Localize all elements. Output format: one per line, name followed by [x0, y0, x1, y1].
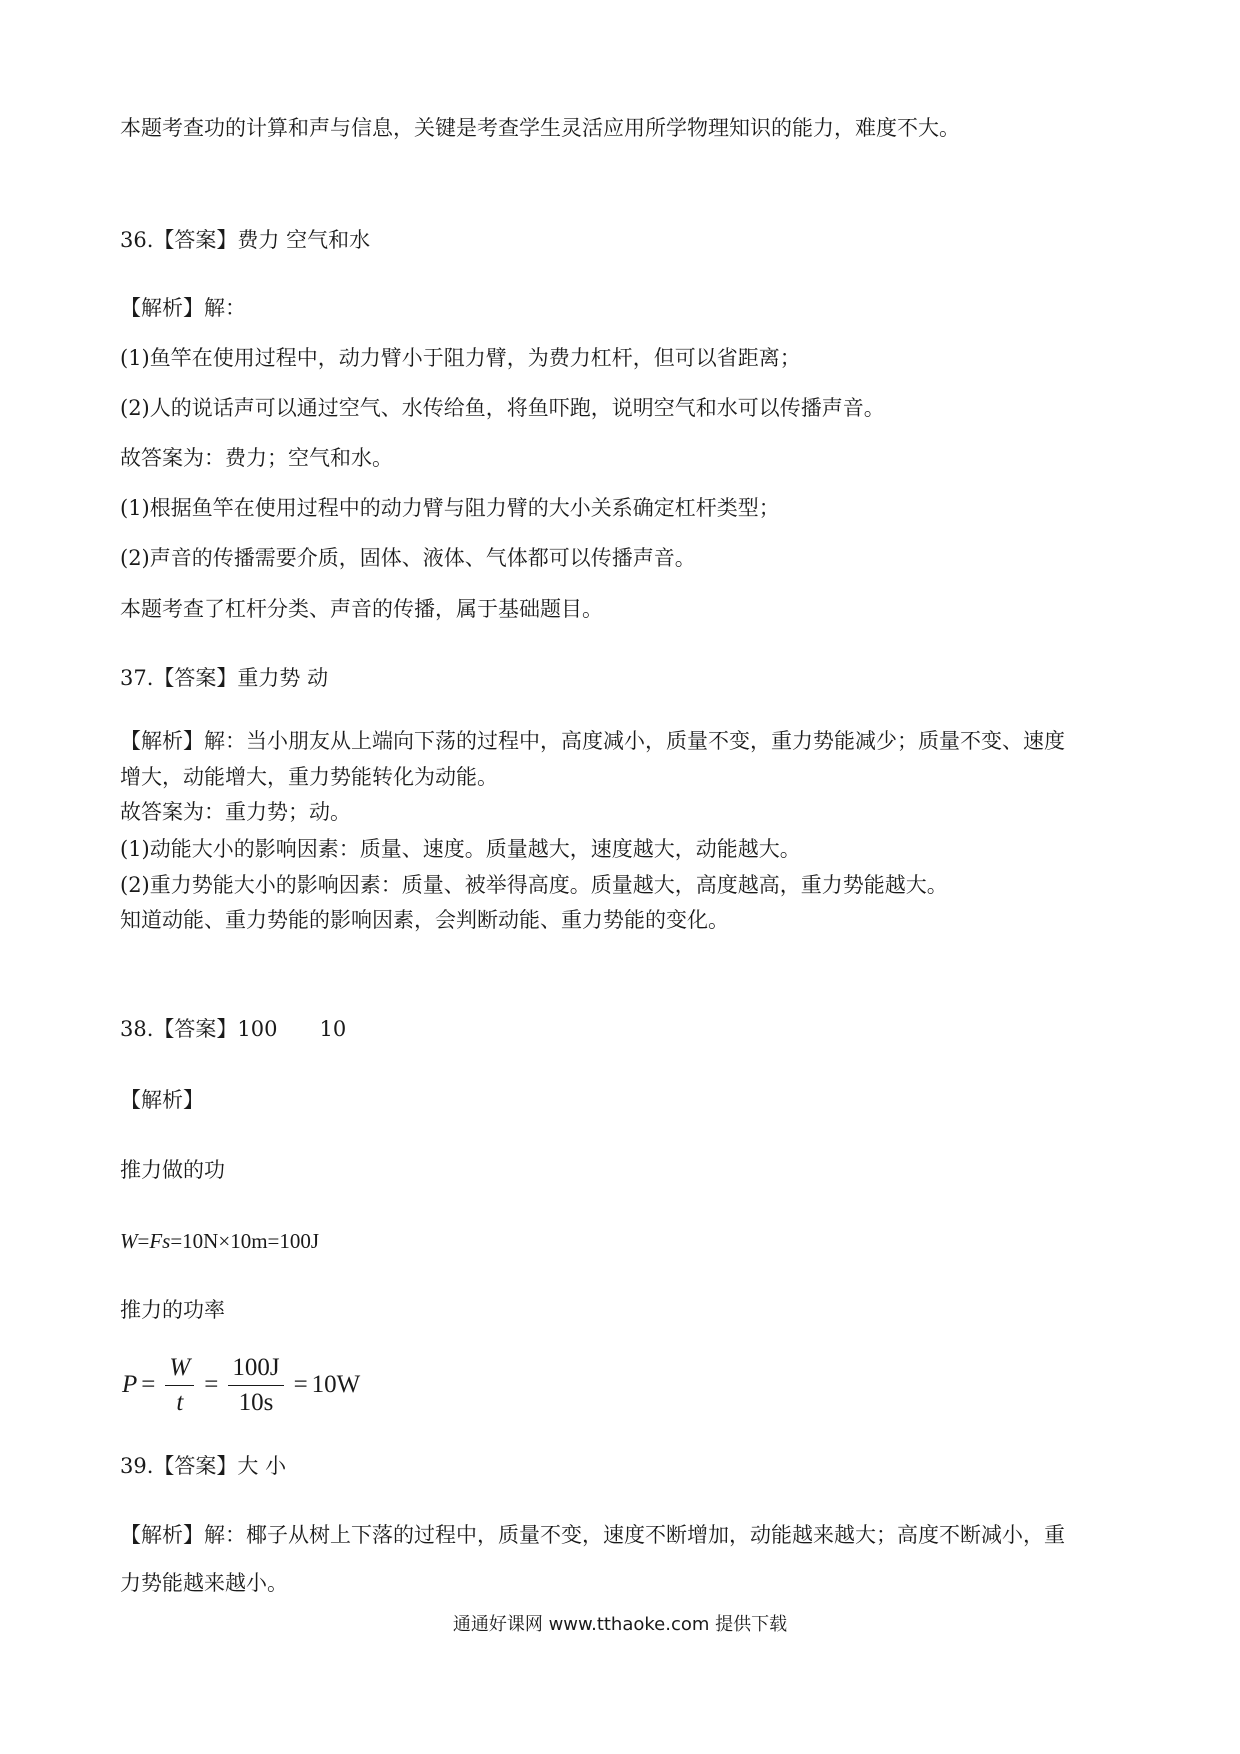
q37-analysis-line: 增大，动能增大，重力势能转化为动能。	[120, 765, 498, 789]
q36-analysis-line: (1)根据鱼竿在使用过程中的动力臂与阻力臂的大小关系确定杠杆类型；	[120, 496, 780, 520]
q38-power-label: 推力的功率	[120, 1298, 225, 1322]
formula-equals: =	[204, 1371, 219, 1398]
fraction-w-over-t	[165, 1353, 194, 1418]
q36-answer: 36.【答案】费力 空气和水	[120, 228, 371, 252]
q36-analysis-line: (2)人的说话声可以通过空气、水传给鱼，将鱼吓跑，说明空气和水可以传播声音。	[120, 396, 885, 420]
q37-analysis-line: 知道动能、重力势能的影响因素，会判断动能、重力势能的变化。	[120, 908, 729, 932]
q38-analysis-label: 【解析】	[120, 1088, 204, 1112]
symbol-W: W	[120, 1229, 138, 1253]
fraction-denominator: t	[176, 1388, 184, 1416]
q36-analysis-line: 故答案为：费力；空气和水。	[120, 446, 393, 470]
formula-equals: =	[293, 1371, 308, 1398]
symbol-Fs: Fs	[149, 1229, 171, 1253]
q38-answer: 38.【答案】100 10	[120, 1017, 347, 1041]
fraction-denominator: 10s	[238, 1388, 274, 1416]
q39-analysis-line: 力势能越来越小。	[120, 1571, 288, 1595]
equals-sign: =	[137, 1229, 150, 1253]
q36-analysis-line: 【解析】解：	[120, 296, 246, 320]
intro-summary: 本题考查功的计算和声与信息，关键是考查学生灵活应用所学物理知识的能力，难度不大。	[120, 116, 960, 140]
q38-work-label: 推力做的功	[120, 1158, 225, 1182]
q39-analysis-line: 【解析】解：椰子从树上下落的过程中，质量不变，速度不断增加，动能越来越大；高度不断减小，重	[120, 1523, 1065, 1547]
q39-answer: 39.【答案】大 小	[120, 1454, 287, 1478]
page-footer: 通通好课网 www.tthaoke.com 提供下载	[452, 1614, 788, 1635]
q38-work-equation	[120, 1226, 319, 1256]
q37-analysis-line: 故答案为：重力势；动。	[120, 800, 351, 824]
fraction-values	[228, 1353, 283, 1418]
q37-answer: 37.【答案】重力势 动	[120, 666, 329, 690]
q36-analysis-line: 本题考查了杠杆分类、声音的传播，属于基础题目。	[120, 597, 603, 621]
q36-analysis-line: (2)声音的传播需要介质，固体、液体、气体都可以传播声音。	[120, 546, 696, 570]
fraction-numerator: 100J	[228, 1353, 283, 1386]
q36-analysis-line: (1)鱼竿在使用过程中，动力臂小于阻力臂，为费力杠杆，但可以省距离；	[120, 346, 801, 370]
formula-P: P	[122, 1371, 138, 1398]
formula-result: 10W	[311, 1371, 361, 1398]
formula-equals: =	[141, 1371, 156, 1398]
fraction-numerator: W	[165, 1353, 194, 1386]
q37-analysis-line: (2)重力势能大小的影响因素：质量、被举得高度。质量越大，高度越高，重力势能越大。	[120, 873, 948, 897]
q37-analysis-line: 【解析】解：当小朋友从上端向下荡的过程中，高度减小，质量不变，重力势能减少；质量不变、速度	[120, 729, 1065, 753]
q37-analysis-line: (1)动能大小的影响因素：质量、速度。质量越大，速度越大，动能越大。	[120, 837, 801, 861]
power-formula	[122, 1350, 360, 1420]
work-values: =10N×10m=100J	[170, 1229, 320, 1253]
